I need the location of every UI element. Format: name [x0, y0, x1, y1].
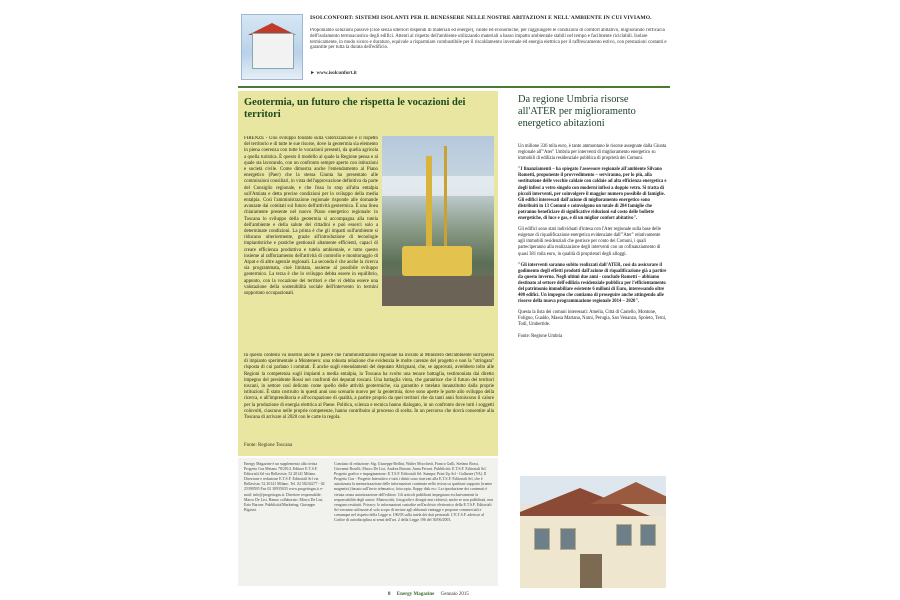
banner-text: Proponiamo soluzioni passive (cioè senza ulteriori dispendi di materiali ed energie), valide ed economiche, per raggiungere le condizioni di comfort abitativo, migliorando l'efficacia dell'isolamento termoacustico degli edifici. Attenti al rispetto dell'ambiente utilizzando materiali a basso impatto ambientale stabili nel tempo e facilmente riciclabili. Isolare termicamente, in modo sicuro e duraturo, equivale a risparmiare combustibile per il riscaldamento invernale ed energia elettrica per il raffrescamento estivo, con prestazioni costanti e garantite per tutta la durata dell'edificio. — [310, 28, 667, 51]
umbria-paragraph-5: Questa la lista dei comuni interessati: Amelia, Città di Castello, Montone, Foligno, Gualdo, Massa Martana, Narni, Perugia, San Venanzo, Spoleto, Terni, Todi, Umbertide. — [518, 310, 667, 328]
issue-date: Gennaio 2015 — [440, 592, 469, 597]
page-number: 8 — [388, 592, 391, 597]
link-icon: ► — [310, 70, 317, 76]
umbria-paragraph-1: Un milione 336 mila euro, è tanto ammontano le risorse assegnate dalla Giunta regionale all'"Ater" Umbria per interventi di miglioramento energetico su immobili di edilizia residenziale pubblica di proprietà dei Comuni. — [518, 144, 667, 162]
umbria-paragraph-2: "I finanziamenti – ha spiegato l'assessore regionale all'ambiente Silvano Rometti, proponente il provvedimento – serviranno, per lo più, alla sostituzione delle vecchie caldaie con caldaie ad alta efficienza energetica e degli infissi a vetro singolo con moderni infissi a doppio vetro. Si tratta di piccoli interventi, per coinvolgere il maggior numero possibile di famiglie. Gli edifici interessati dall'azione di miglioramento energetico sono distribuiti in 13 Comuni e coinvolgono un totale di 284 famiglie che potranno beneficiare di significative riduzioni sul costo delle bollette energetiche, di luce e gas, e di un miglior confort abitativo". — [518, 167, 667, 222]
photo-ground — [382, 276, 494, 306]
umbria-title: Da regione Umbria risorse all'ATER per miglioramento energetico abitazioni — [518, 94, 636, 129]
banner-house-image — [241, 14, 303, 80]
banner-url[interactable] — [310, 70, 357, 76]
umbria-paragraph-3: Gli edifici sono stati individuati d'intesa con l'Ater regionale sulla base delle esigenze di riqualificazione energetica evidenziate dall'"Ater" relativamente agli immobili residenziali che gestisce per conto dei Comuni, i quali parteciperanno alla realizzazione degli interventi con un cofinanziamento di quasi 381 mila euro, in qualità di proprietari degli alloggi. — [518, 227, 661, 257]
photo-rig — [402, 246, 472, 276]
banner-url-text[interactable]: www.isolconfort.it — [316, 70, 357, 76]
advert-banner — [238, 8, 670, 83]
umbria-paragraph-4: "Gli interventi saranno subito realizzati dall'ATER, così da assicurare il godimento degli effetti prodotti dall'azione di riqualificazione già a partire da questo inverno. Negli ultimi due anni - conclude Rometti – abbiamo destinato al settore dell'edilizia residenziale pubblica per l'efficientamento del patrimonio immobiliare esistente 6 milioni di Euro, interessando oltre 400 edifici. Un impegno che contiamo di proseguire anche attingendo alle risorse della nuova programmazione regionale 2014 – 2020". — [518, 262, 667, 305]
house-photo — [520, 476, 666, 588]
photo-window — [560, 528, 576, 550]
magazine-page — [238, 8, 670, 598]
umbria-article — [518, 94, 668, 459]
divider — [238, 86, 670, 88]
geotermia-article — [238, 91, 498, 456]
colophon-left: Energy Magazine è un supplemento alla rivista Progetto Gas Metano 78/2014. Editore E.T.S.F. Editoriali Srl via Bellaviste, 52 20141 Milano. Direzione e redazione E.T.S.F. Editoriali Srl via Bellaviste, 52 20141 Milano. Tel. 02 58234277 - 02 25390595 Fax 02 30935035 www.progettogas.it e-mail: info@progettogas.it. Direttore responsabile: Marco De Lisi. Hanno collaborato: Marco De Lisi, Ezio Barone. Pubblicità/Marketing: Giuseppe Bigioni. — [244, 462, 325, 512]
page-footer — [388, 592, 469, 597]
magazine-name: Energy Magazine — [396, 592, 435, 597]
drilling-rig-photo — [382, 136, 494, 306]
geotermia-title: Geotermia, un futuro che rispetta le vocazioni dei territori — [244, 97, 466, 120]
geotermia-body-a: FIRENZE - Uno sviluppo fondato sulla valorizzazione e il rispetto del territorio e di tutte le sue risorse, dove la geotermia sia elemento in piena coerenza con tutte le vocazioni presenti, da quella agricola a quella turistica. È questo il modello al quale la Regione pensa e al quale sta lavorando, con un confronto sempre aperto con istituzioni e società civile. Come dimostra anche l'emendamento al Piano energetico (Paer) che la stessa Giunta ha presentato alle commissioni consiliari, in vista dell'approvazione definitiva da parte del Consiglio regionale, e che fissa lo stop all'alta entalpia sull'Amiata e detta precise condizioni per lo sviluppo della media entalpia. Così l'amministrazione regionale risponde alle domande avanzate dai comitati sul futuro dell'attività geotermica. È una linea chiaramente presente nel nuovo Piano energetico regionale: in Toscana lo sviluppo della geotermia si accompagna alla tutela dell'ambiente e della salute dei cittadini e può esserci solo a determinate condizioni. La prima è che gli impatti sull'ambiente si riducano ulteriormente, grazie all'introduzione di tecnologie impiantistiche e pratiche gestionali altamente efficienti, capaci di creare efficienza produttiva e tutela ambientale, e tutto questo insieme al rafforzamento dell'attività di controllo e monitoraggio di Arpat e di altre agenzie regionali. La seconda è che anche la ricerca sia programmata, cioè limitata, assieme al possibile sviluppo geotermico. La terza è che lo sviluppo debba essere in equilibrio, appunto, con la vocazione dei territori e che vi debba essere una valutazione della sostenibilità sociale dell'intervento in termini sopportato occupazionali. — [244, 136, 378, 297]
umbria-source: Fonte: Regione Umbria — [518, 333, 563, 339]
banner-title: ISOLCONFORT: SISTEMI ISOLANTI PER IL BENESSERE NELLE NOSTRE ABITAZIONI E NELL'AMBIENTE IN CUI VIVIAMO. — [310, 15, 652, 21]
photo-window — [616, 524, 632, 546]
photo-window — [534, 528, 550, 550]
geotermia-body-b: In questo contesto va inserito anche il parere che l'amministrazione regionale ha inviato al Ministero dell'ambiente sull'ipotesi di impianto sperimentale a Montenero: una robusta relazione che evidenzia le molte carenze del progetto e non la "stringata" risposta di cui parlano i comitati. È anche sugli emendamenti del deputato Abrignani, che, se approvati, avrebbero tolto alle Regioni la competenza sugli impianti a media entalpia, la Toscana ha svolto una tenace battaglia, testimoniata dai diretto impegno del presidente Rossi nei confronti dei deputati toscani. Una battaglia vinta, che garantisce che il futuro dei territori toscani, in settore così delicato come quello delle attività geotermiche, sia garantito e tutelato innanzitutto dalla proprie istituzioni. È stato costruito in questi anni uno scenario nuovo per la geotermia, dove sono aperte le porte allo sviluppo della ricerca, e all'imprenditoria e all'occupazione di qualità, a partire proprio da quei territori che da tanti anni forniscono il calore per la produzione di energia elettrica al Paese. Politica, scienza e tecnica hanno dialogato, in un confronto dove tutti i soggetti coinvolti, ciascuno nelle proprie competenze, hanno contribuito al processo di scelta. In un percorso che dovrà consentire alla Toscana di arrivare al 2020 con le carte in regola. — [244, 353, 494, 421]
photo-window — [640, 524, 656, 546]
banner-house-body — [252, 33, 294, 69]
colophon-right: Comitato di redazione: Sig. Giuseppe Bellini, Walter Mocchetti, Franco Galli, Stefano Rossi, Giovanni Roselli, Marco De Lisi, Andrea Barone, Anna Ferrari. Pubblicità: E.T.S.F. Editoriali Srl. Progetto grafico e impaginazione: E.T.S.F. Editoriali Srl. Stampa: Print Up Srl - Gallarate (VA). Il Progetto Gas - Progetto Interattivo e tutti i diritti sono riservati alla E.T.S.F. Editoriali Srl, che è autorizzata la memorizzazione delle informazioni contenute nella rivista su qualsiasi supporto (tranne magnetici) basato sull'invio telematico, fotocopia, floppy disk ecc. La riproduzione dei contenuti è vietata senza autorizzazione dell'editore. Gli articoli pubblicati impegnano esclusivamente la responsabilità degli autori. Manoscritti, fotografie e disegni non richiesti, anche se non pubblicati, non vengono restituiti. Privacy: le informazioni custodite nell'archivio elettronico della E.T.S.F. Editoriali Srl verranno utilizzate al solo scopo di inviare agli abbonati vantaggi e proposte commerciali e comunque nel rispetto della Legge n. 196/03 sulla tutela dei dati personali. L'E.T.S.F. aderisce al Codice di autodisciplina ai sensi dell'art. 2 della Legge 196 del 30/06/2003. — [334, 462, 494, 523]
photo-door — [580, 554, 602, 588]
colophon — [238, 458, 498, 586]
geotermia-source: Fonte: Regione Toscana — [244, 443, 293, 448]
photo-snow — [382, 176, 494, 196]
photo-roof-right — [590, 482, 666, 504]
